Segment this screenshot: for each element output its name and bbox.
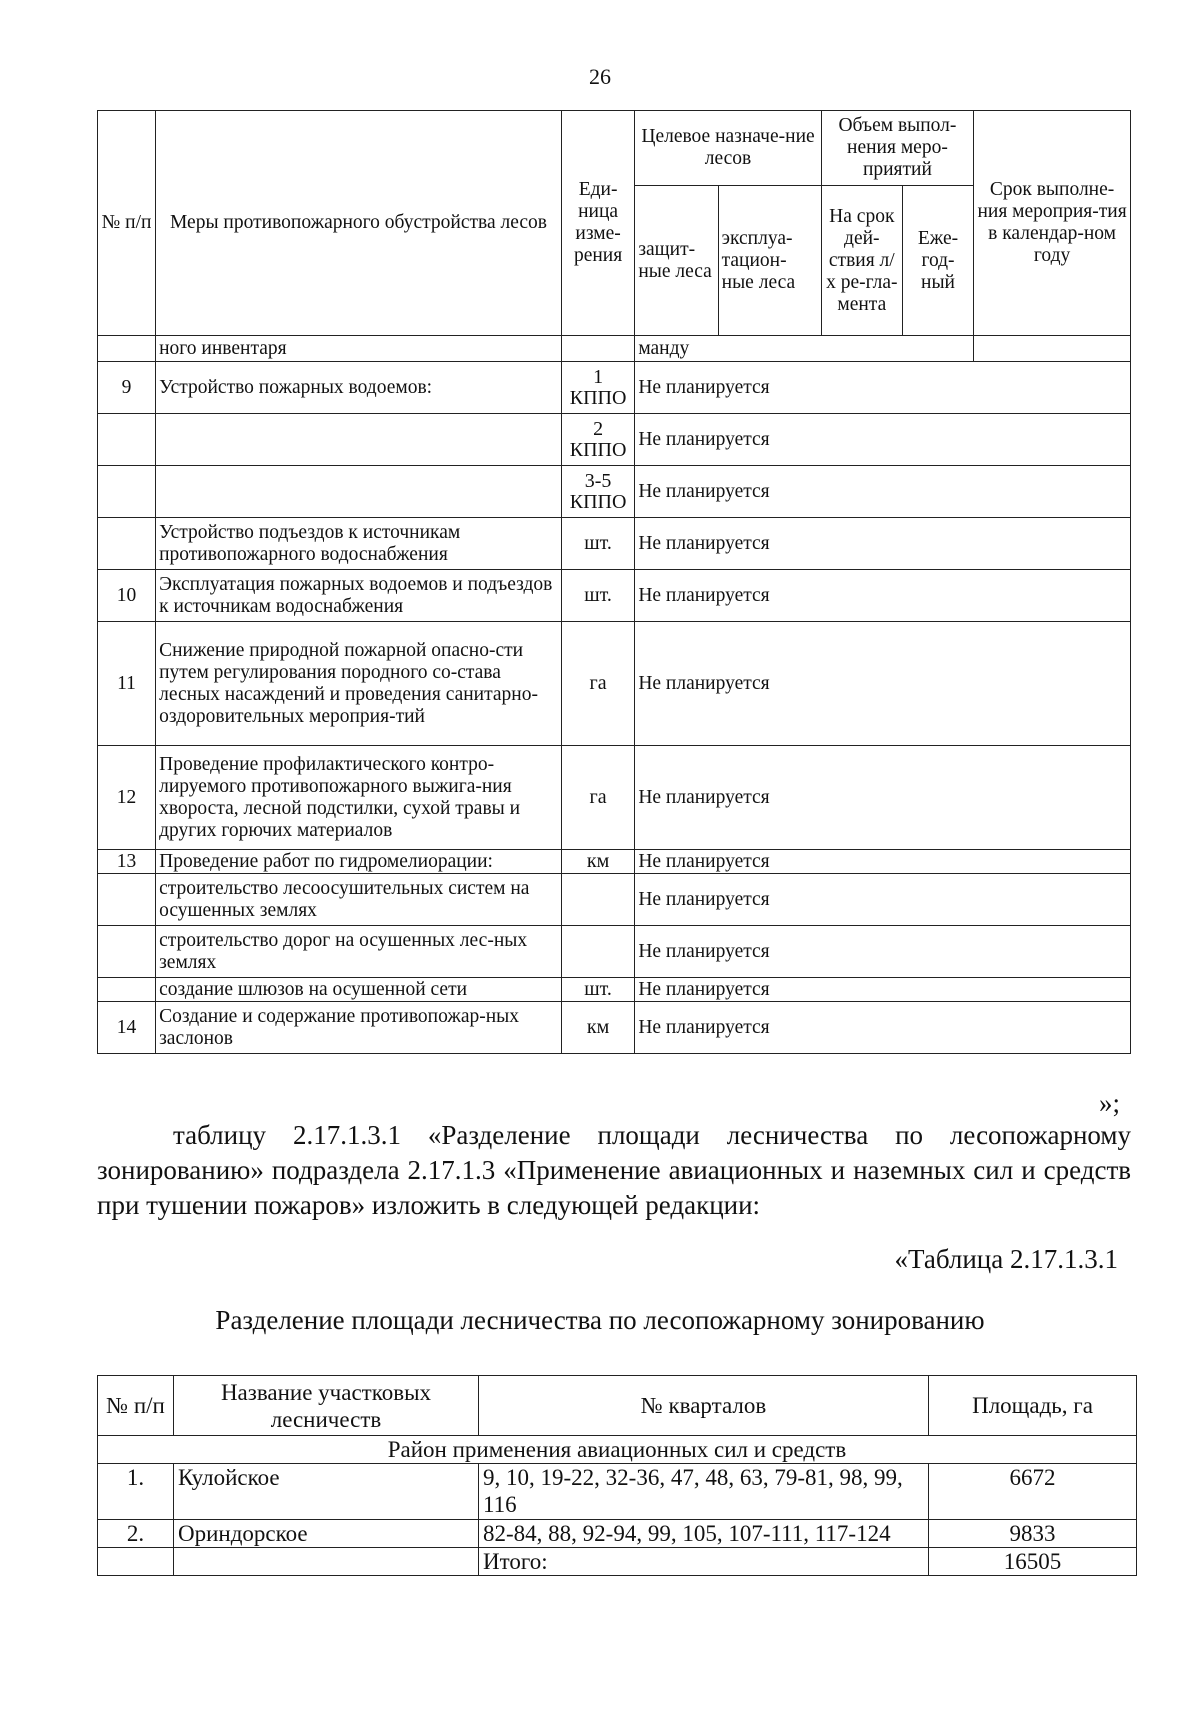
header-volume: Объем выпол-нения меро-приятий xyxy=(821,111,973,186)
header-num: № п/п xyxy=(98,1376,174,1436)
row-status: Не планируется xyxy=(635,518,1131,570)
row-unit: 2 КППО xyxy=(561,414,634,466)
row-unit: 1 КППО xyxy=(561,362,634,414)
row-area: 6672 xyxy=(929,1464,1137,1520)
row-measure xyxy=(156,466,562,518)
row-measure: строительство дорог на осушенных лес-ных землях xyxy=(156,926,562,978)
table-row xyxy=(98,570,1131,622)
row-unit: 3-5 КППО xyxy=(561,466,634,518)
header-term-regulation: На срок дей-ствия л/х ре-гла-мента xyxy=(821,186,902,336)
header-quarters: № кварталов xyxy=(479,1376,929,1436)
row-num xyxy=(98,518,156,570)
row-measure: Устройство подъездов к источникам противопожарного водоснабжения xyxy=(156,518,562,570)
row-measure: создание шлюзов на осушенной сети xyxy=(156,978,562,1002)
section-row xyxy=(98,1436,1137,1464)
row-status: Не планируется xyxy=(635,466,1131,518)
row-num xyxy=(98,978,156,1002)
table-row xyxy=(98,850,1131,874)
header-deadline: Срок выполне-ния мероприя-тия в календар-ном году xyxy=(974,111,1131,336)
table-header-row xyxy=(98,111,1131,186)
row-num: 2. xyxy=(98,1520,174,1548)
row-deadline xyxy=(974,336,1131,362)
total-label: Итого: xyxy=(479,1548,929,1576)
header-unit: Еди-ница изме-рения xyxy=(561,111,634,336)
row-unit: га xyxy=(561,622,634,746)
total-num xyxy=(98,1548,174,1576)
row-status: Не планируется xyxy=(635,746,1131,850)
section-title: Район применения авиационных сил и средств xyxy=(98,1436,1137,1464)
row-measure xyxy=(156,414,562,466)
row-status: Не планируется xyxy=(635,850,1131,874)
table-row xyxy=(98,622,1131,746)
table-row xyxy=(98,1002,1131,1054)
closing-quote: »; xyxy=(1098,1088,1120,1118)
row-status: Не планируется xyxy=(635,978,1131,1002)
header-protective: защит-ные леса xyxy=(635,186,718,336)
header-measures: Меры противопожарного обустройства лесов xyxy=(156,111,562,336)
header-exploitation: эксплуа-тацион-ные леса xyxy=(718,186,821,336)
row-name: Ориндорское xyxy=(174,1520,479,1548)
total-name xyxy=(174,1548,479,1576)
row-unit: км xyxy=(561,850,634,874)
row-measure: Снижение природной пожарной опасно-сти путем регулирования породного со-става лесных насаждений и проведения санитарно-оздоровительных мероприя-тий xyxy=(156,622,562,746)
row-num xyxy=(98,466,156,518)
row-status: Не планируется xyxy=(635,1002,1131,1054)
row-num: 12 xyxy=(98,746,156,850)
row-measure: Проведение профилактического контро-лируемого противопожарного выжига-ния хвороста, лесной подстилки, сухой травы и других горючих материалов xyxy=(156,746,562,850)
row-num xyxy=(98,874,156,926)
header-purpose: Целевое назначе-ние лесов xyxy=(635,111,821,186)
row-unit xyxy=(561,874,634,926)
row-unit xyxy=(561,336,634,362)
row-name: Кулойское xyxy=(174,1464,479,1520)
header-annual: Еже-год-ный xyxy=(902,186,973,336)
total-value: 16505 xyxy=(929,1548,1137,1576)
table-row xyxy=(98,362,1131,414)
row-status: Не планируется xyxy=(635,926,1131,978)
row-num: 9 xyxy=(98,362,156,414)
table-row xyxy=(98,466,1131,518)
row-area: 9833 xyxy=(929,1520,1137,1548)
row-measure: Устройство пожарных водоемов: xyxy=(156,362,562,414)
table-row xyxy=(98,874,1131,926)
row-status: манду xyxy=(635,336,974,362)
table-row xyxy=(98,414,1131,466)
table-row xyxy=(98,1464,1137,1520)
row-status: Не планируется xyxy=(635,874,1131,926)
row-num xyxy=(98,414,156,466)
zoning-table xyxy=(97,1375,1137,1576)
row-quarters: 9, 10, 19-22, 32-36, 47, 48, 63, 79-81, 98, 99, 116 xyxy=(479,1464,929,1520)
row-measure: Эксплуатация пожарных водоемов и подъездов к источникам водоснабжения xyxy=(156,570,562,622)
total-row xyxy=(98,1548,1137,1576)
table-row xyxy=(98,1520,1137,1548)
row-unit: шт. xyxy=(561,570,634,622)
row-status: Не планируется xyxy=(635,414,1131,466)
row-status: Не планируется xyxy=(635,622,1131,746)
amendment-paragraph: таблицу 2.17.1.3.1 «Разделение площади лесничества по лесопожарному зонированию» подраздела 2.17.1.3 «Применение авиационных и наземных сил и средств при тушении пожаров» изложить в следующей редакции: xyxy=(97,1120,1131,1220)
row-unit: га xyxy=(561,746,634,850)
row-num: 1. xyxy=(98,1464,174,1520)
header-num: № п/п xyxy=(98,111,156,336)
row-num: 11 xyxy=(98,622,156,746)
row-measure: Создание и содержание противопожар-ных заслонов xyxy=(156,1002,562,1054)
table-row xyxy=(98,926,1131,978)
row-num: 13 xyxy=(98,850,156,874)
header-name: Название участковых лесничеств xyxy=(174,1376,479,1436)
row-num xyxy=(98,926,156,978)
row-status: Не планируется xyxy=(635,362,1131,414)
table-title: Разделение площади лесничества по лесопожарному зонированию xyxy=(215,1305,985,1335)
row-quarters: 82-84, 88, 92-94, 99, 105, 107-111, 117-124 xyxy=(479,1520,929,1548)
row-measure: строительство лесоосушительных систем на осушенных землях xyxy=(156,874,562,926)
page-number: 26 xyxy=(589,64,611,89)
table-row xyxy=(98,336,1131,362)
table-header-row xyxy=(98,1376,1137,1436)
row-measure: Проведение работ по гидромелиорации: xyxy=(156,850,562,874)
row-measure: ного инвентаря xyxy=(156,336,562,362)
row-status: Не планируется xyxy=(635,570,1131,622)
header-area: Площадь, га xyxy=(929,1376,1137,1436)
row-num xyxy=(98,336,156,362)
table-row xyxy=(98,746,1131,850)
table-row xyxy=(98,978,1131,1002)
row-unit: км xyxy=(561,1002,634,1054)
fire-measures-table xyxy=(97,110,1131,1054)
row-unit: шт. xyxy=(561,978,634,1002)
row-unit: шт. xyxy=(561,518,634,570)
table-row xyxy=(98,518,1131,570)
row-num: 10 xyxy=(98,570,156,622)
table-caption: «Таблица 2.17.1.3.1 xyxy=(894,1244,1118,1274)
row-num: 14 xyxy=(98,1002,156,1054)
row-unit xyxy=(561,926,634,978)
